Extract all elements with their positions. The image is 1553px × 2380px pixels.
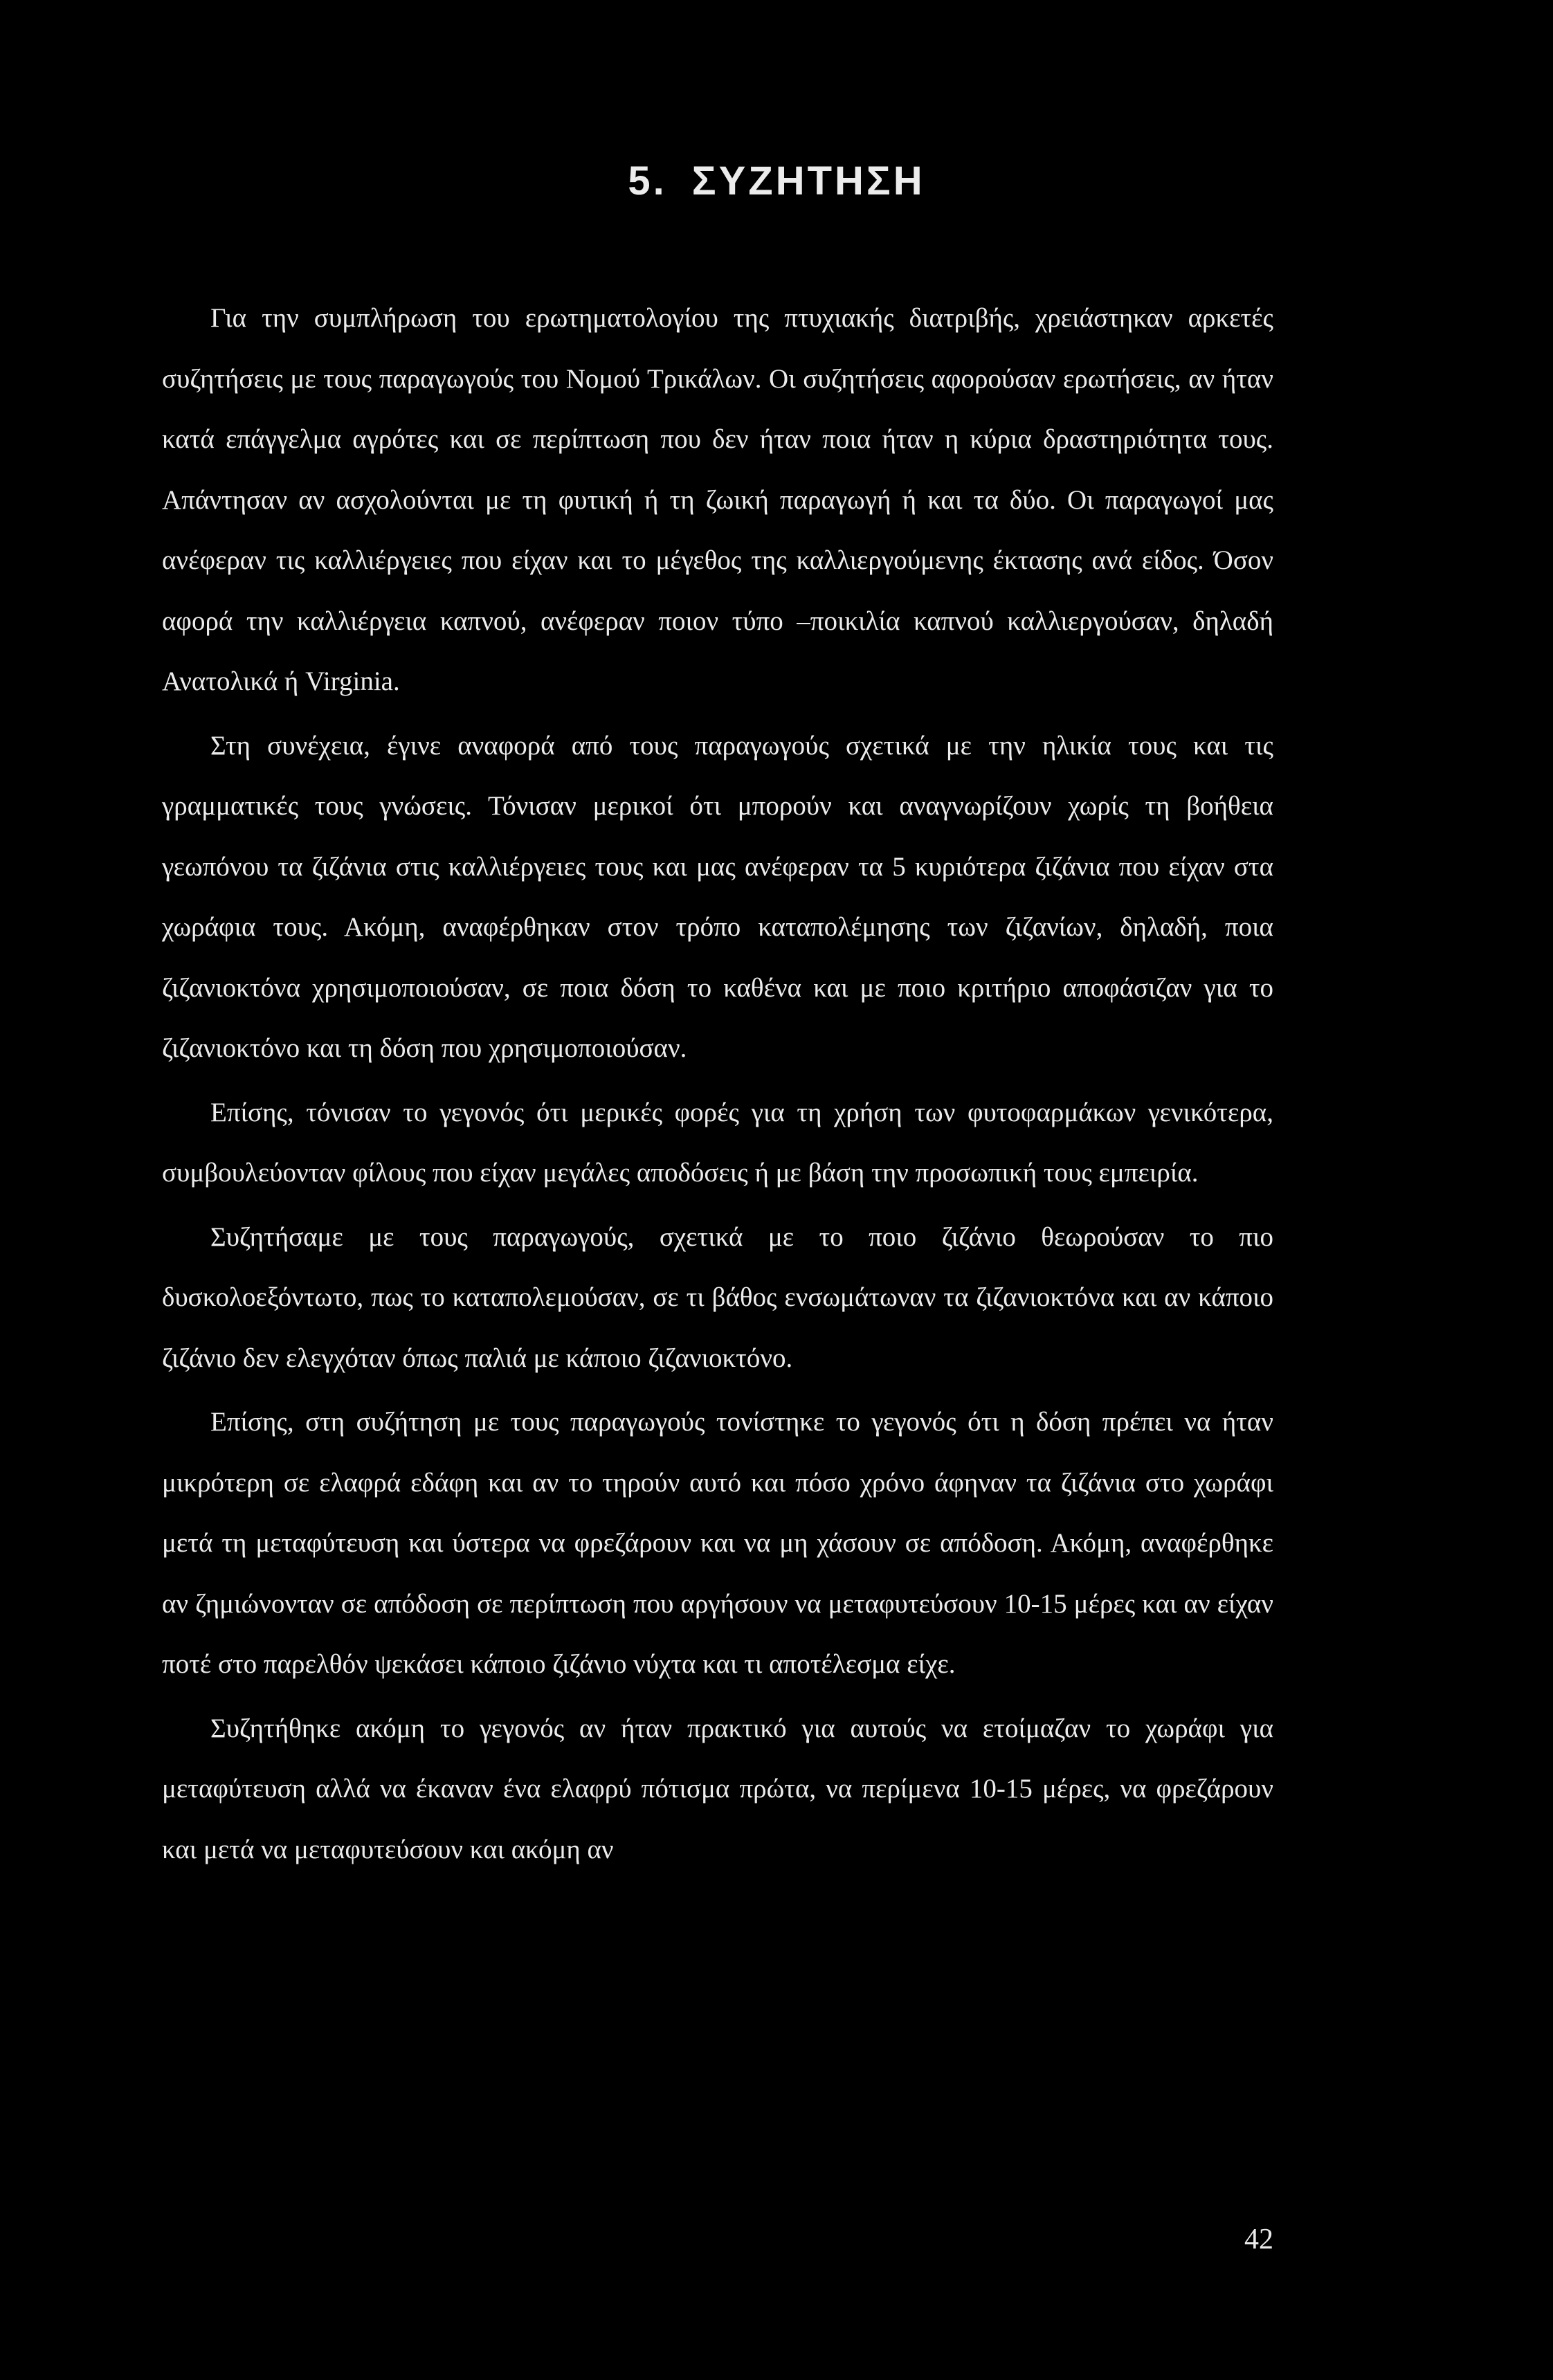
paragraph: Επίσης, τόνισαν το γεγονός ότι μερικές φορές για τη χρήση των φυτοφαρμάκων γενικότερα, συμβουλεύονταν φίλους που είχαν μεγάλες αποδόσεις ή με βάση την προσωπική τους εμπειρία.	[162, 1097, 1273, 1188]
section-heading	[0, 158, 1553, 204]
page-number: 42	[1244, 2224, 1273, 2255]
section-number: 5.	[628, 158, 667, 203]
paragraph: Στη συνέχεια, έγινε αναφορά από τους παραγωγούς σχετικά με την ηλικία τους και τις γραμματικές τους γνώσεις. Τόνισαν μερικοί ότι μπορούν και αναγνωρίζουν χωρίς τη βοήθεια γεωπόνου τα ζιζάνια στις καλλιέργειες τους και μας ανέφεραν τα 5 κυριότερα ζιζάνια που είχαν στα χωράφια τους. Ακόμη, αναφέρθηκαν στον τρόπο καταπολέμησης των ζιζανίων, δηλαδή, ποια ζιζανιοκτόνα χρησιμοποιούσαν, σε ποια δόση το καθένα και με ποιο κριτήριο αποφάσιζαν για το ζιζανιοκτόνο και τη δόση που χρησιμοποιούσαν.	[162, 730, 1273, 1063]
paragraph: Συζητήθηκε ακόμη το γεγονός αν ήταν πρακτικό για αυτούς να ετοίμαζαν το χωράφι για μεταφύτευση αλλά να έκαναν ένα ελαφρύ πότισμα πρώτα, να περίμενα 10-15 μέρες, να φρεζάρουν και μετά να μεταφυτεύσουν και ακόμη αν	[162, 1713, 1273, 1864]
paragraph: Συζητήσαμε με τους παραγωγούς, σχετικά με το ποιο ζιζάνιο θεωρούσαν το πιο δυσκολοεξόντωτο, πως το καταπολεμούσαν, σε τι βάθος ενσωμάτωναν τα ζιζανιοκτόνα και αν κάποιο ζιζάνιο δεν ελεγχόταν όπως παλιά με κάποιο ζιζανιοκτόνο.	[162, 1221, 1273, 1373]
section-title: ΣΥΖΗΤΗΣΗ	[691, 158, 925, 203]
paragraph: Για την συμπλήρωση του ερωτηματολογίου της πτυχιακής διατριβής, χρειάστηκαν αρκετές συζητήσεις με τους παραγωγούς του Νομού Τρικάλων. Οι συζητήσεις αφορούσαν ερωτήσεις, αν ήταν κατά επάγγελμα αγρότες και σε περίπτωση που δεν ήταν ποια ήταν η κύρια δραστηριότητα τους. Απάντησαν αν ασχολούνται με τη φυτική ή τη ζωική παραγωγή ή και τα δύο. Οι παραγωγοί μας ανέφεραν τις καλλιέργειες που είχαν και το μέγεθος της καλλιεργούμενης έκτασης ανά είδος. Όσον αφορά την καλλιέργεια καπνού, ανέφεραν ποιον τύπο –ποικιλία καπνού καλλιεργούσαν, δηλαδή Ανατολικά ή Virginia.	[162, 303, 1273, 696]
paragraph: Επίσης, στη συζήτηση με τους παραγωγούς τονίστηκε το γεγονός ότι η δόση πρέπει να ήταν μικρότερη σε ελαφρά εδάφη και αν το τηρούν αυτό και πόσο χρόνο άφηναν τα ζιζάνια στο χωράφι μετά τη μεταφύτευση και ύστερα να φρεζάρουν και να μη χάσουν σε απόδοση. Ακόμη, αναφέρθηκε αν ζημιώνονταν σε απόδοση σε περίπτωση που αργήσουν να μεταφυτεύσουν 10-15 μέρες και αν είχαν ποτέ στο παρελθόν ψεκάσει κάποιο ζιζάνιο νύχτα και τι αποτέλεσμα είχε.	[162, 1407, 1273, 1679]
body-text	[162, 288, 1273, 1880]
